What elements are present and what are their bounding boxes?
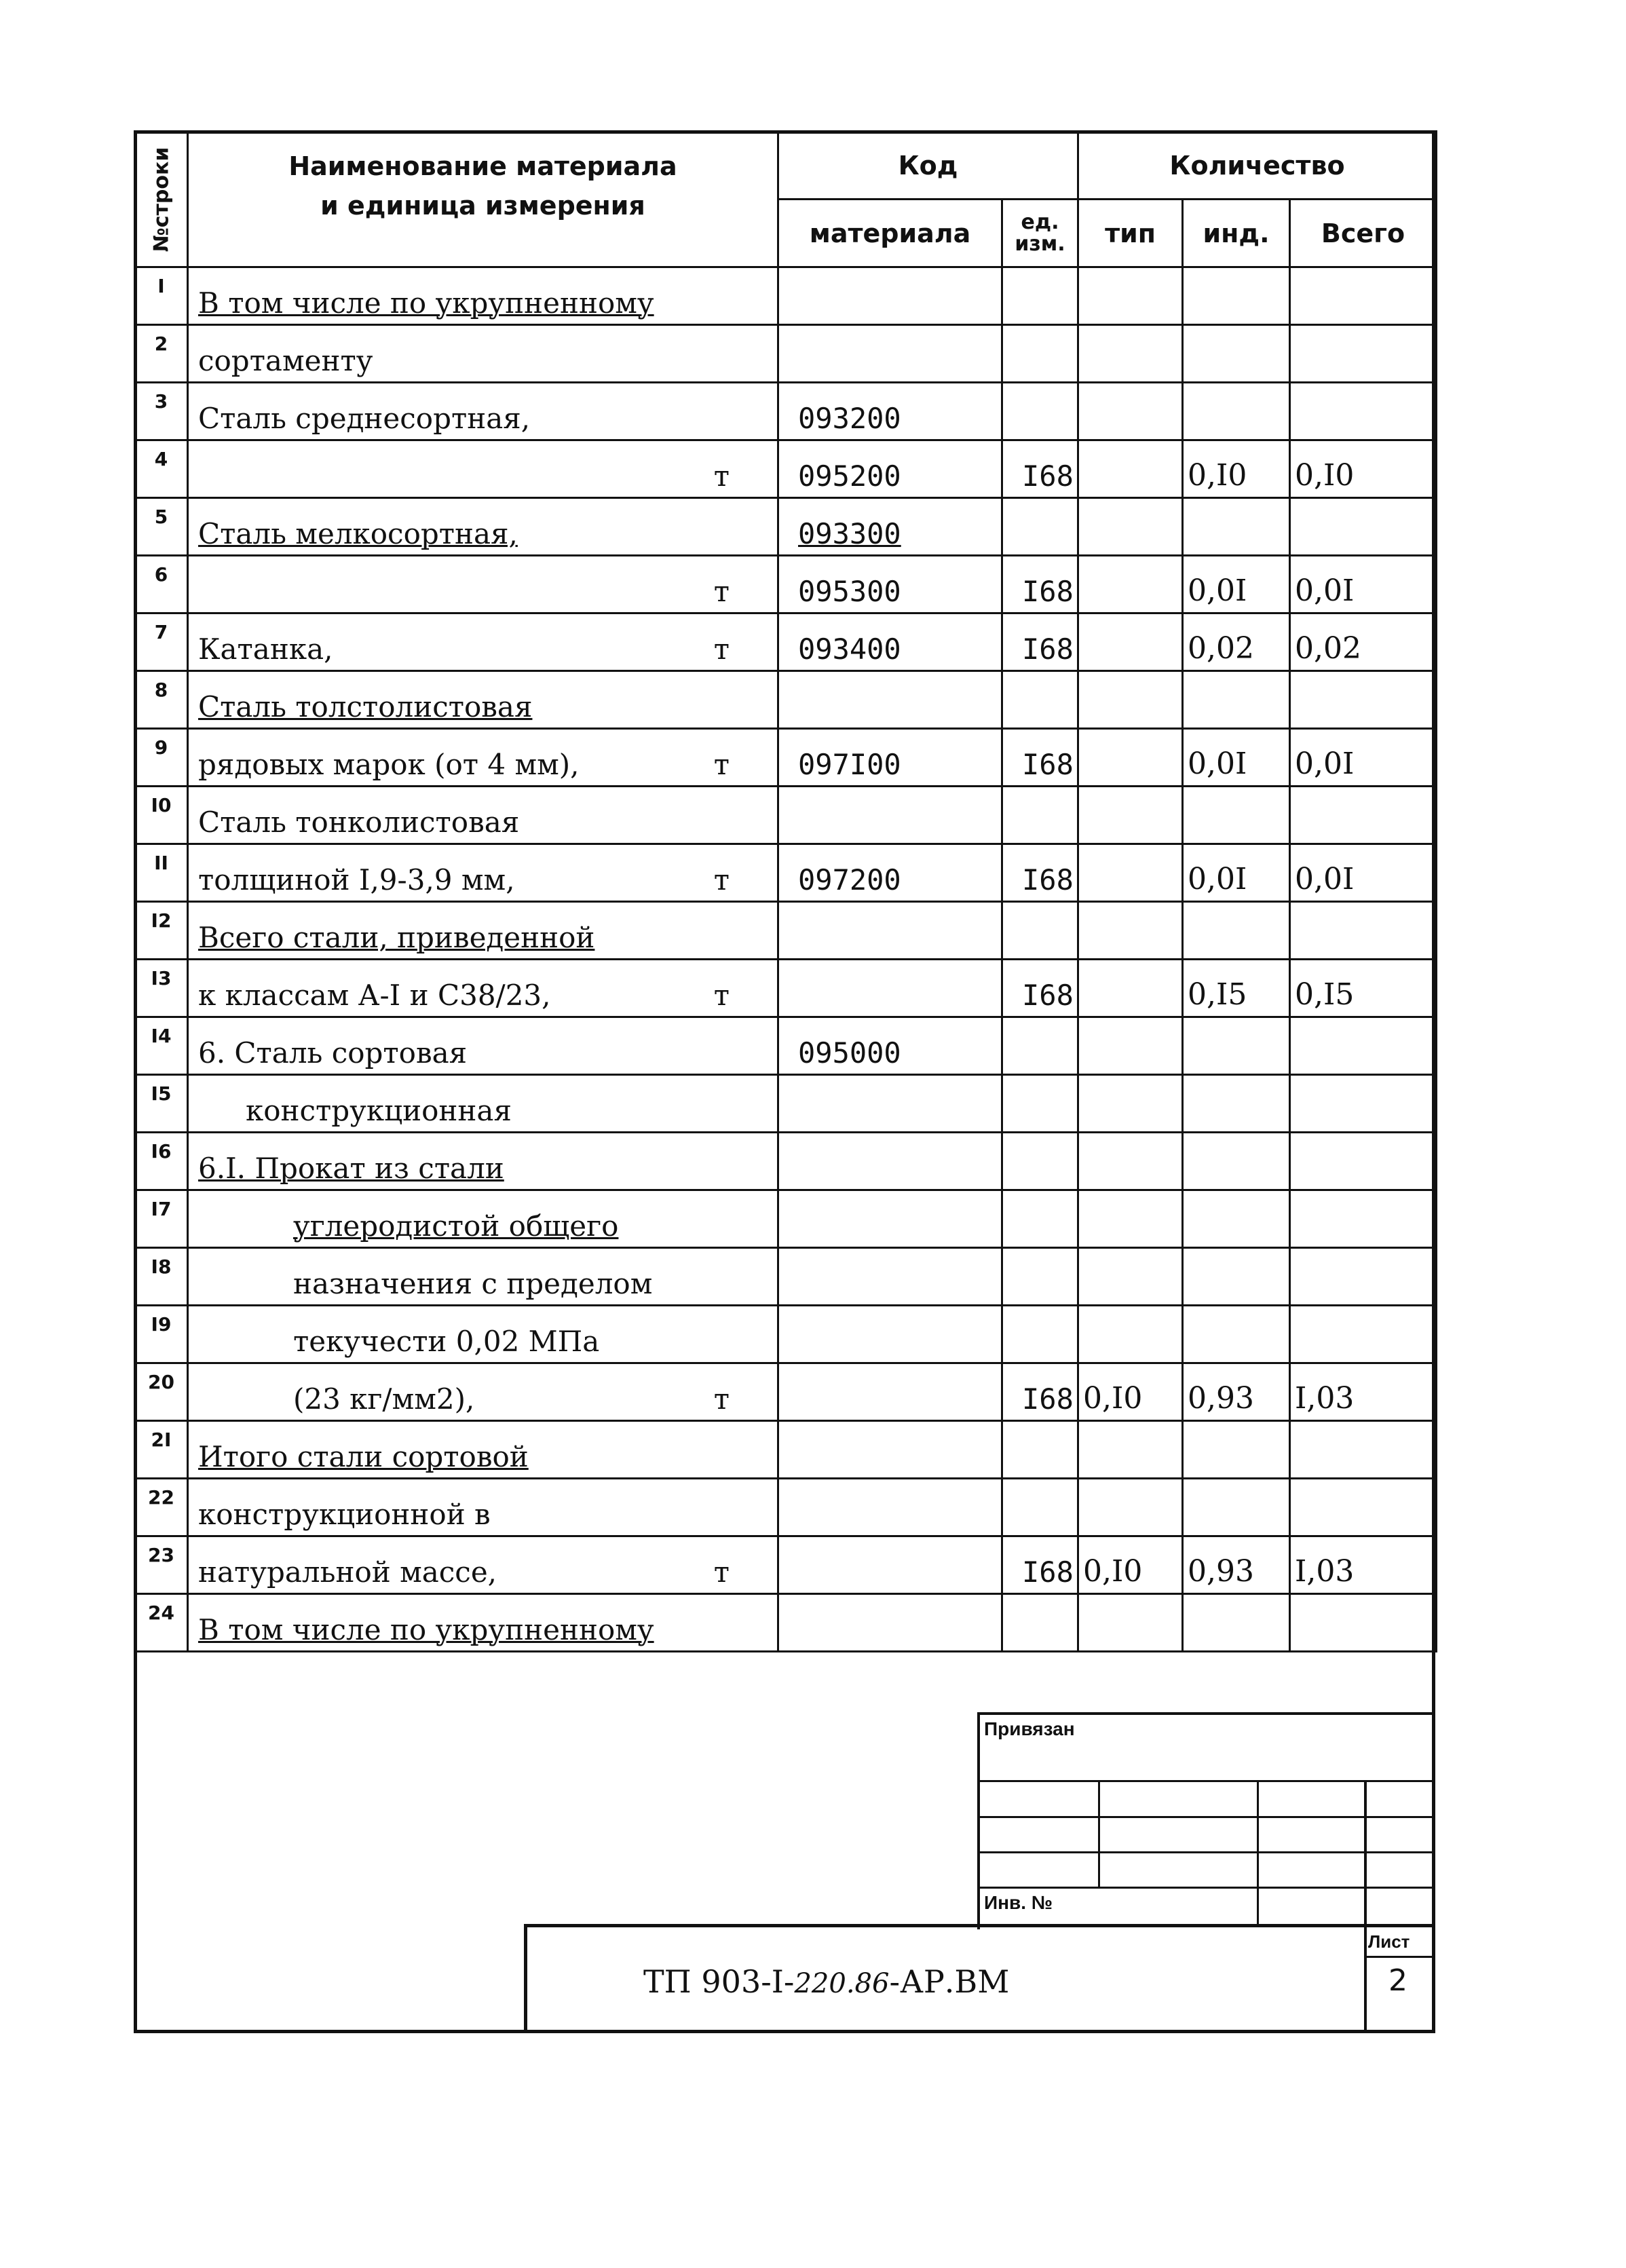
material-name: рядовых марок (от 4 мм), т [188, 729, 778, 787]
table-row [135, 902, 1437, 960]
unit-code: I68 [1002, 556, 1078, 613]
handwritten-number: 220.86 [794, 1968, 890, 1999]
unit-code [1002, 1248, 1078, 1306]
qty-type [1078, 440, 1183, 498]
material-code: 093200 [778, 383, 1002, 440]
qty-total [1290, 1017, 1437, 1075]
row-number: 6 [135, 556, 188, 613]
qty-ind [1183, 1133, 1290, 1190]
table-row [135, 267, 1437, 325]
unit-code [1002, 383, 1078, 440]
row-number: 3 [135, 383, 188, 440]
row-number: 20 [135, 1363, 188, 1421]
qty-total: 0,I0 [1290, 440, 1437, 498]
qty-ind: 0,0I [1183, 556, 1290, 613]
material-code [778, 902, 1002, 960]
sheet-number: 2 [1388, 1963, 1407, 1998]
material-code: 095300 [778, 556, 1002, 613]
material-name: т [188, 440, 778, 498]
material-code [778, 1248, 1002, 1306]
qty-type [1078, 671, 1183, 729]
unit-code [1002, 1421, 1078, 1479]
table-row [135, 383, 1437, 440]
qty-total: 0,02 [1290, 613, 1437, 671]
unit-code: I68 [1002, 1536, 1078, 1594]
table-row [135, 1479, 1437, 1536]
material-code [778, 1363, 1002, 1421]
material-code-header: материала [778, 200, 1002, 267]
row-number: 4 [135, 440, 188, 498]
qty-type [1078, 902, 1183, 960]
material-name: к классам А-I и С38/23, т [188, 960, 778, 1017]
row-number: 23 [135, 1536, 188, 1594]
row-number: 9 [135, 729, 188, 787]
qty-ind: 0,I0 [1183, 440, 1290, 498]
qty-type: 0,I0 [1078, 1363, 1183, 1421]
material-code [778, 1306, 1002, 1363]
qty-total [1290, 1075, 1437, 1133]
qty-ind [1183, 671, 1290, 729]
row-number: I6 [135, 1133, 188, 1190]
table-row [135, 1363, 1437, 1421]
qty-type [1078, 1133, 1183, 1190]
material-code [778, 787, 1002, 844]
table-row [135, 1421, 1437, 1479]
table-row [135, 1536, 1437, 1594]
material-code: 093400 [778, 613, 1002, 671]
unit-code [1002, 1306, 1078, 1363]
qty-type [1078, 498, 1183, 556]
table-row [135, 440, 1437, 498]
qty-total [1290, 671, 1437, 729]
qty-type [1078, 383, 1183, 440]
quantity-group-header: Количество [1078, 132, 1437, 200]
qty-ind [1183, 498, 1290, 556]
material-name: натуральной массе, т [188, 1536, 778, 1594]
stamp-divider [1098, 1780, 1100, 1889]
qty-ind [1183, 1017, 1290, 1075]
material-code: 095200 [778, 440, 1002, 498]
table-row [135, 556, 1437, 613]
qty-total [1290, 787, 1437, 844]
qty-total [1290, 902, 1437, 960]
qty-total [1290, 383, 1437, 440]
material-name: конструкционной в [188, 1479, 778, 1536]
row-number: I3 [135, 960, 188, 1017]
table-row [135, 613, 1437, 671]
row-number: II [135, 844, 188, 902]
unit-code [1002, 787, 1078, 844]
materials-table [134, 130, 1437, 1652]
qty-total: I,03 [1290, 1536, 1437, 1594]
qty-ind: 0,93 [1183, 1536, 1290, 1594]
material-name: Итого стали сортовой [188, 1421, 778, 1479]
qty-total [1290, 1594, 1437, 1652]
sheet-label: Лист [1368, 1931, 1410, 1952]
material-code [778, 1133, 1002, 1190]
material-name: (23 кг/мм2), т [188, 1363, 778, 1421]
title-top-line [524, 1924, 1435, 1927]
qty-ind [1183, 1479, 1290, 1536]
qty-total [1290, 1190, 1437, 1248]
qty-type [1078, 960, 1183, 1017]
qty-ind [1183, 787, 1290, 844]
row-number: 2I [135, 1421, 188, 1479]
table-row [135, 498, 1437, 556]
unit-code: I68 [1002, 844, 1078, 902]
type-header: тип [1078, 200, 1183, 267]
material-name: толщиной I,9-3,9 мм, т [188, 844, 778, 902]
qty-ind [1183, 902, 1290, 960]
material-name: В том числе по укрупненному [188, 267, 778, 325]
row-number: 22 [135, 1479, 188, 1536]
qty-total [1290, 325, 1437, 383]
qty-total [1290, 498, 1437, 556]
qty-total: 0,0I [1290, 556, 1437, 613]
qty-total: 0,I5 [1290, 960, 1437, 1017]
stamp-divider [1257, 1780, 1259, 1926]
row-number: I8 [135, 1248, 188, 1306]
qty-ind: 0,02 [1183, 613, 1290, 671]
qty-total [1290, 1133, 1437, 1190]
qty-total [1290, 1421, 1437, 1479]
row-number: I4 [135, 1017, 188, 1075]
table-row [135, 1248, 1437, 1306]
qty-type [1078, 556, 1183, 613]
qty-ind [1183, 1075, 1290, 1133]
title-left-line [524, 1924, 527, 2033]
material-code [778, 1479, 1002, 1536]
qty-type [1078, 613, 1183, 671]
qty-ind [1183, 383, 1290, 440]
total-header: Всего [1290, 200, 1437, 267]
unit-code: I68 [1002, 729, 1078, 787]
qty-total [1290, 1479, 1437, 1536]
ind-header: инд. [1183, 200, 1290, 267]
qty-type [1078, 1421, 1183, 1479]
qty-type [1078, 787, 1183, 844]
material-name: В том числе по укрупненному [188, 1594, 778, 1652]
table-row [135, 729, 1437, 787]
qty-ind [1183, 1248, 1290, 1306]
table-row [135, 844, 1437, 902]
material-code: 097I00 [778, 729, 1002, 787]
unit-code [1002, 1479, 1078, 1536]
unit-code: I68 [1002, 960, 1078, 1017]
sheet-rule [1364, 1956, 1435, 1958]
qty-type [1078, 1594, 1183, 1652]
qty-total [1290, 267, 1437, 325]
material-name: Сталь мелкосортная, [188, 498, 778, 556]
material-name-header: Наименование материала и единица измерения [188, 132, 778, 267]
table-row [135, 671, 1437, 729]
qty-type [1078, 1248, 1183, 1306]
stamp-top-line [977, 1712, 1435, 1715]
table-row [135, 1017, 1437, 1075]
qty-ind: 0,0I [1183, 729, 1290, 787]
table-row [135, 787, 1437, 844]
qty-type [1078, 1075, 1183, 1133]
row-number: 2 [135, 325, 188, 383]
material-name: т [188, 556, 778, 613]
table-row [135, 1190, 1437, 1248]
table-row [135, 960, 1437, 1017]
row-number: 8 [135, 671, 188, 729]
material-code: 097200 [778, 844, 1002, 902]
material-code [778, 1536, 1002, 1594]
qty-type [1078, 1190, 1183, 1248]
table-row [135, 1594, 1437, 1652]
qty-type: 0,I0 [1078, 1536, 1183, 1594]
qty-ind: 0,I5 [1183, 960, 1290, 1017]
qty-type [1078, 1306, 1183, 1363]
table-row [135, 1133, 1437, 1190]
qty-ind [1183, 1594, 1290, 1652]
unit-code [1002, 1133, 1078, 1190]
inv-label: Инв. № [984, 1892, 1053, 1913]
unit-code: I68 [1002, 1363, 1078, 1421]
unit-code [1002, 671, 1078, 729]
unit-code [1002, 1075, 1078, 1133]
row-number: I2 [135, 902, 188, 960]
code-group-header: Код [778, 132, 1078, 200]
unit-code-header: ед. изм. [1002, 200, 1078, 267]
material-code [778, 267, 1002, 325]
material-name: конструкционная [188, 1075, 778, 1133]
material-name: Всего стали, приведенной [188, 902, 778, 960]
material-name: Катанка, т [188, 613, 778, 671]
qty-ind [1183, 267, 1290, 325]
row-number: I5 [135, 1075, 188, 1133]
material-name: Сталь среднесортная, [188, 383, 778, 440]
qty-ind [1183, 1190, 1290, 1248]
unit-code [1002, 267, 1078, 325]
row-number: I [135, 267, 188, 325]
unit-code [1002, 1594, 1078, 1652]
row-number-header: №строки [135, 132, 188, 267]
bound-label: Привязан [984, 1718, 1075, 1739]
stamp-divider [1364, 1780, 1367, 2033]
qty-type [1078, 1479, 1183, 1536]
unit-code [1002, 325, 1078, 383]
row-number: 5 [135, 498, 188, 556]
qty-total [1290, 1306, 1437, 1363]
material-name: Сталь толстолистовая [188, 671, 778, 729]
qty-ind: 0,0I [1183, 844, 1290, 902]
row-number: I0 [135, 787, 188, 844]
material-name: Сталь тонколистовая [188, 787, 778, 844]
table-row [135, 1075, 1437, 1133]
qty-total [1290, 1248, 1437, 1306]
row-number: 24 [135, 1594, 188, 1652]
qty-type [1078, 325, 1183, 383]
unit-code [1002, 498, 1078, 556]
qty-total: 0,0I [1290, 844, 1437, 902]
material-name: назначения с пределом [188, 1248, 778, 1306]
table-row [135, 325, 1437, 383]
material-name: сортаменту [188, 325, 778, 383]
material-code [778, 325, 1002, 383]
material-name: текучести 0,02 МПа [188, 1306, 778, 1363]
unit-code [1002, 1190, 1078, 1248]
material-code [778, 1594, 1002, 1652]
material-code [778, 1421, 1002, 1479]
unit-code [1002, 902, 1078, 960]
row-number: I7 [135, 1190, 188, 1248]
qty-ind [1183, 1306, 1290, 1363]
qty-type [1078, 267, 1183, 325]
qty-ind: 0,93 [1183, 1363, 1290, 1421]
qty-type [1078, 844, 1183, 902]
unit-code: I68 [1002, 613, 1078, 671]
qty-total: I,03 [1290, 1363, 1437, 1421]
document-designation: ТП 903-I-220.86-АР.ВМ [643, 1963, 1010, 2000]
qty-ind [1183, 1421, 1290, 1479]
qty-ind [1183, 325, 1290, 383]
material-code: 093300 [778, 498, 1002, 556]
material-code [778, 960, 1002, 1017]
row-number: I9 [135, 1306, 188, 1363]
unit-code: I68 [1002, 440, 1078, 498]
material-code: 095000 [778, 1017, 1002, 1075]
material-code [778, 671, 1002, 729]
row-number: 7 [135, 613, 188, 671]
unit-code [1002, 1017, 1078, 1075]
material-code [778, 1190, 1002, 1248]
material-name: 6. Сталь сортовая [188, 1017, 778, 1075]
material-name: углеродистой общего [188, 1190, 778, 1248]
material-code [778, 1075, 1002, 1133]
stamp-left-line [977, 1712, 980, 1929]
qty-type [1078, 729, 1183, 787]
table-row [135, 1306, 1437, 1363]
qty-type [1078, 1017, 1183, 1075]
material-name: 6.I. Прокат из стали [188, 1133, 778, 1190]
qty-total: 0,0I [1290, 729, 1437, 787]
